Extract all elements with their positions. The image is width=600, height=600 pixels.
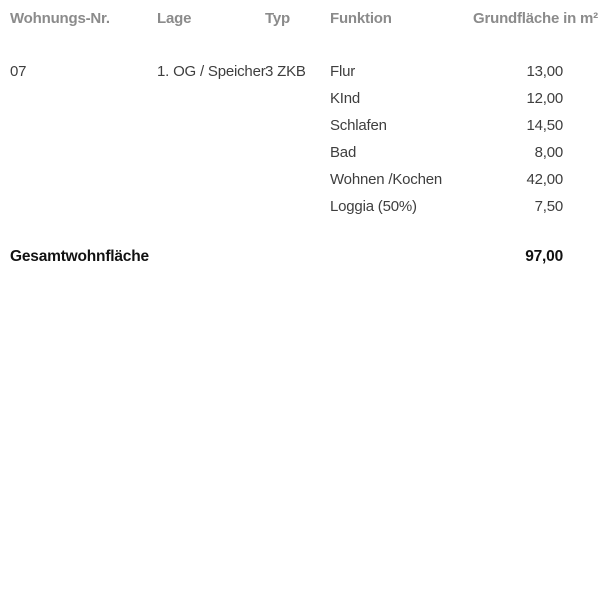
cell-grundflaeche: 7,50 (534, 198, 563, 215)
total-value: 97,00 (525, 248, 563, 265)
cell-funktion: Schlafen (330, 117, 387, 134)
cell-typ: 3 ZKB (265, 63, 306, 80)
cell-grundflaeche: 13,00 (526, 63, 563, 80)
cell-funktion: Bad (330, 144, 357, 161)
cell-funktion: Wohnen /Kochen (330, 171, 443, 188)
total-label: Gesamtwohnfläche (10, 248, 149, 265)
cell-grundflaeche: 14,50 (526, 117, 563, 134)
cell-grundflaeche: 8,00 (534, 144, 563, 161)
floor-area-table (10, 10, 598, 267)
cell-funktion: Flur (330, 63, 356, 80)
cell-grundflaeche: 12,00 (526, 90, 563, 107)
table-row (10, 58, 563, 85)
column-header-typ: Typ (265, 10, 290, 27)
cell-wohnungs-nr: 07 (10, 63, 27, 80)
cell-funktion: KInd (330, 90, 361, 107)
cell-grundflaeche: 42,00 (526, 171, 563, 188)
table-row (10, 193, 563, 220)
cell-funktion: Loggia (50%) (330, 198, 417, 215)
table-body (10, 58, 563, 220)
column-header-lage: Lage (157, 10, 192, 27)
column-header-wohnungs-nr: Wohnungs-Nr. (10, 10, 110, 27)
column-header-funktion: Funktion (330, 10, 392, 27)
table-header-row (10, 10, 598, 28)
table-row (10, 85, 563, 112)
table-row (10, 112, 563, 139)
column-header-grundflaeche: Grundfläche in m² (473, 10, 598, 27)
table-row (10, 166, 563, 193)
cell-lage: 1. OG / Speicher (157, 63, 266, 80)
table-row (10, 139, 563, 166)
total-row (10, 247, 563, 267)
